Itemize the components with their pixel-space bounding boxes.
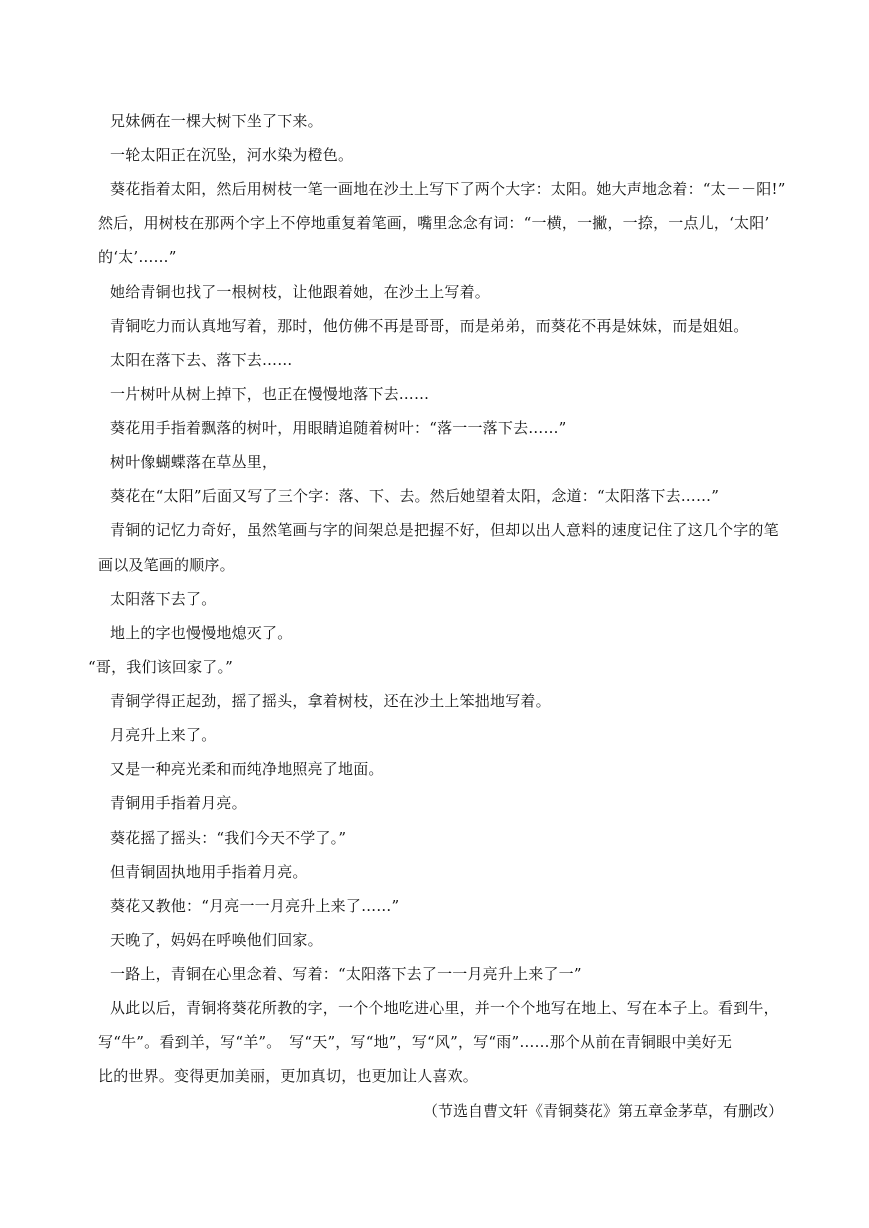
paragraph-line: 葵花用手指着飘落的树叶，用眼睛追随着树叶：“落一一落下去……”	[110, 419, 567, 437]
paragraph-line: 然后，用树枝在那两个字上不停地重复着笔画，嘴里念念有词：“一横，一撇，一捺，一点儿，‘太阳’	[98, 214, 770, 232]
paragraph-line: 青铜学得正起劲，摇了摇头，拿着树枝，还在沙土上笨拙地写着。	[110, 692, 551, 710]
paragraph-line: 但青铜固执地用手指着月亮。	[110, 863, 308, 881]
paragraph-line: 又是一种亮光柔和而纯净地照亮了地面。	[110, 760, 384, 778]
paragraph-line: 青铜用手指着月亮。	[110, 794, 247, 812]
paragraph-line: 太阳落下去了。	[110, 590, 217, 608]
paragraph-line: 青铜吃力而认真地写着，那时，他仿佛不再是哥哥，而是弟弟，而葵花不再是妹妹，而是姐姐。	[110, 317, 749, 335]
paragraph-line: 月亮升上来了。	[110, 726, 217, 744]
paragraph-line: 树叶像蝴蝶落在草丛里，	[110, 453, 278, 471]
paragraph-line: 她给青铜也找了一根树枝，让他跟着她，在沙土上写着。	[110, 283, 491, 301]
source-citation: （节选自曹文轩《青铜葵花》第五章金茅草，有删改）	[422, 1102, 783, 1120]
paragraph-line: 一片树叶从树上掉下，也正在慢慢地落下去……	[110, 385, 430, 403]
paragraph-line: 比的世界。变得更加美丽，更加真切，也更加让人喜欢。	[98, 1067, 479, 1085]
paragraph-line: 从此以后，青铜将葵花所教的字，一个个地吃进心里，并一个个地写在地上、写在本子上。看到牛，	[110, 999, 779, 1017]
paragraph-line: 青铜的记忆力奇好，虽然笔画与字的间架总是把握不好，但却以出人意料的速度记住了这几个字的笔	[110, 521, 779, 539]
paragraph-line: 的‘太’……”	[98, 248, 177, 266]
paragraph-line: 一轮太阳正在沉坠，河水染为橙色。	[110, 146, 354, 164]
paragraph-line: 葵花摇了摇头：“我们今天不学了。”	[110, 829, 347, 847]
paragraph-line: 写“牛”。看到羊，写“羊”。 写“天”，写“地”，写“风”，写“雨”……那个从前在青铜眼中美好无	[98, 1033, 733, 1051]
paragraph-line: 葵花又教他：“月亮一一月亮升上来了……”	[110, 897, 400, 915]
paragraph-line: 画以及笔画的顺序。	[98, 556, 235, 574]
paragraph-line: 葵花在“太阳”后面又写了三个字：落、下、去。然后她望着太阳，念道：“太阳落下去……”	[110, 487, 720, 505]
paragraph-line: “哥，我们该回家了。”	[88, 658, 234, 676]
paragraph-line: 地上的字也慢慢地熄灭了。	[110, 624, 293, 642]
paragraph-line: 兄妹俩在一棵大树下坐了下来。	[110, 112, 323, 130]
paragraph-line: 太阳在落下去、落下去……	[110, 351, 293, 369]
paragraph-line: 葵花指着太阳，然后用树枝一笔一画地在沙土上写下了两个大字：太阳。她大声地念着：“太－－阳!”	[110, 180, 786, 198]
paragraph-line: 一路上，青铜在心里念着、写着：“太阳落下去了一一月亮升上来了一”	[110, 965, 582, 983]
paragraph-line: 天晚了，妈妈在呼唤他们回家。	[110, 931, 323, 949]
